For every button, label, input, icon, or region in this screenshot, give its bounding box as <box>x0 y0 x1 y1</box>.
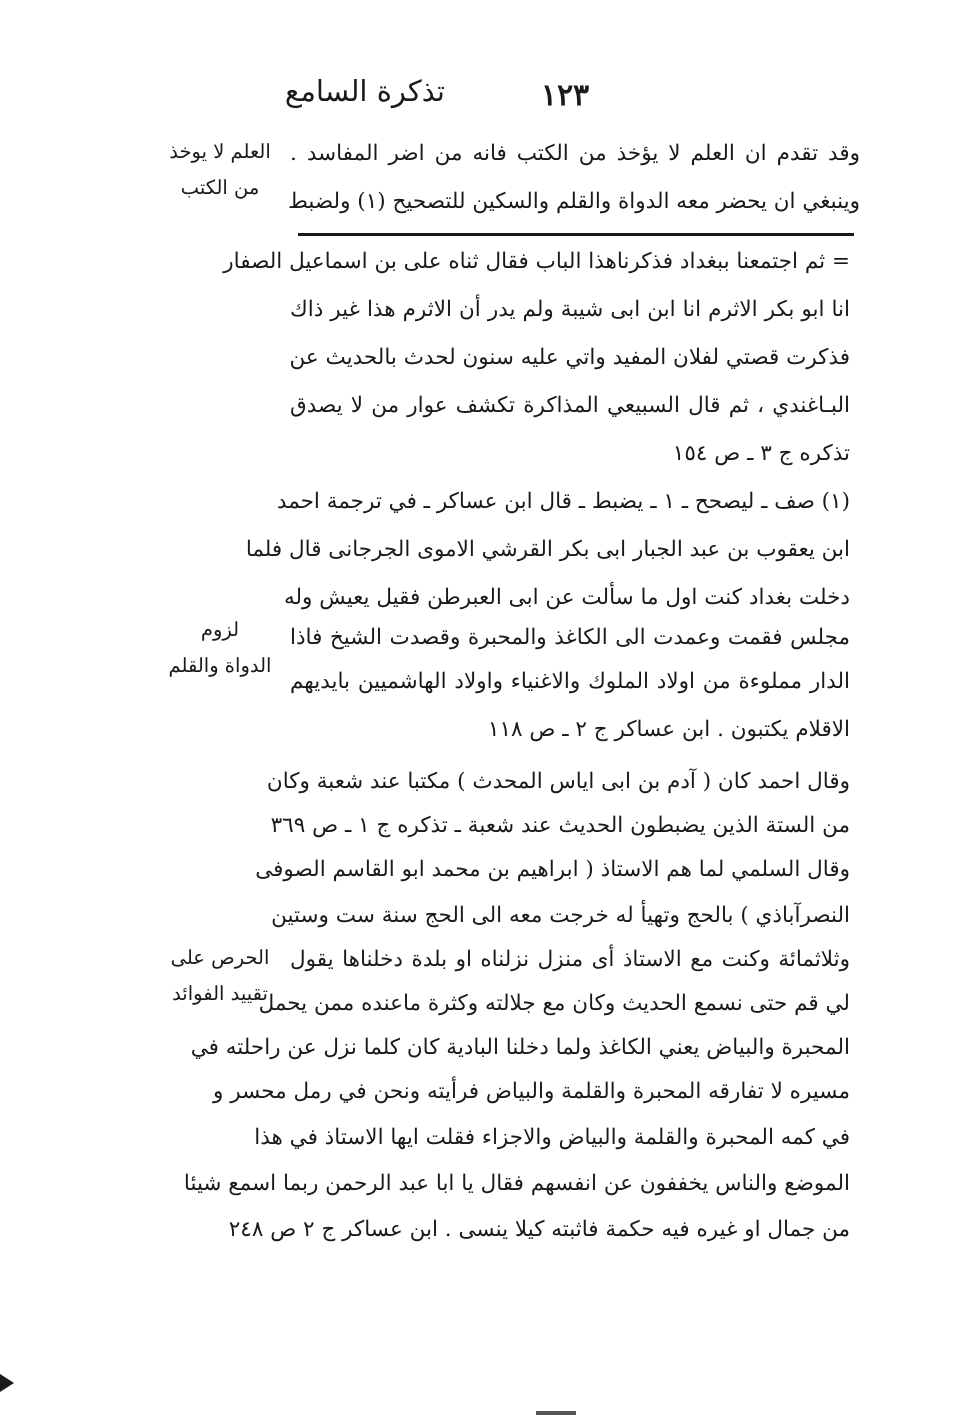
note-line: (١) صف ـ ليصحح ـ ١ ـ يضبط ـ قال ابن عساكر ـ في ترجمة احمد <box>276 489 850 514</box>
margin-note-line: العلم لا يوخذ <box>169 140 271 163</box>
note-line: الدار مملوءة من اولاد الملوك والاغنياء واولاد الهاشميين بايديهم <box>290 669 850 694</box>
note-line: مسيره لا تفارقه المحبرة والقلمة والبياض فرأيته ونحن في رمل محسر و <box>212 1079 850 1104</box>
note-line: المحبرة والبياض يعني الكاغذ ولما دخلنا البادية كان كلما نزل عن راحلته في <box>190 1035 850 1060</box>
note-line: انا ابو بكر الاثرم انا ابن ابى شيبة ولم يدر أن الاثرم هذا غير ذاك <box>290 297 850 322</box>
note-line: النصرآباذي ) بالحج وتهيأ له خرجت معه الى الحج سنة ست وستين <box>271 903 850 928</box>
note-line: تذكره ج ٣ ـ ص ١٥٤ <box>672 441 850 466</box>
margin-note-line: لزوم <box>200 618 240 641</box>
page-number: ١٢٣ <box>540 78 590 113</box>
margin-note-inkwell-and-pen <box>160 612 280 684</box>
note-line: وثلاثمائة وكنت مع الاستاذ أى منزل نزلناه او بلدة دخلناها يقول <box>290 947 851 972</box>
note-line: الموضع والناس يخففون عن انفسهم فقال يا ابا عبد الرحمن ربما اسمع شيئا <box>183 1171 850 1196</box>
page-corner-mark <box>0 1374 14 1392</box>
margin-note-line: الحرص على <box>170 946 270 969</box>
note-line: وقال احمد كان ( آدم بن ابى اياس المحدث ) مكتبا عند شعبة وكان <box>266 769 850 794</box>
margin-note-line: الدواة والقلم <box>168 654 272 677</box>
main-text-line: وينبغي ان يحضر معه الدواة والقلم والسكين للتصحيح (١) ولضبط <box>287 189 860 214</box>
note-line: البـاغندي ، ثم قال السبيعي المذاكرة تكشف عوار من لا يصدق <box>290 393 850 418</box>
note-line: لي قم حتى نسمع الحديث وكان مع جلالته وكثرة ماعنده ممن يحمل <box>258 991 850 1016</box>
note-line: من الستة الذين يضبطون الحديث عند شعبة ـ تذكره ج ١ ـ ص ٣٦٩ <box>270 813 850 838</box>
note-line: من جمال او غيره فيه حكمة فاثبته كيلا ينسى . ابن عساكر ج ٢ ص ٢٤٨ <box>228 1217 850 1242</box>
running-title: تذكرة السامع <box>284 74 445 108</box>
footnote-separator-rule <box>298 233 854 236</box>
margin-note-line: من الكتب <box>180 176 260 199</box>
note-line: مجلس فقمت وعمدت الى الكاغذ والمحبرة وقصدت الشيخ فاذا <box>290 625 850 650</box>
note-line: ابن يعقوب بن عبد الجبار ابى بكر القرشي الاموى الجرجانى قال فلما <box>245 537 850 562</box>
note-line: في كمه المحبرة والقلمة والبياض والاجزاء فقلت ايها الاستاذ في هذا <box>254 1125 850 1150</box>
note-line: دخلت بغداد كنت اول ما سألت عن ابى العبرطن فقيل يعيش وله <box>283 585 850 610</box>
page-bottom-mark <box>536 1411 576 1415</box>
note-line: = ثم اجتمعنا ببغداد فذكرناهذا الباب فقال ثناه على بن اسماعيل الصفار <box>223 249 850 274</box>
note-line: وقال السلمي لما هم الاستاذ ( ابراهيم بن محمد ابو القاسم الصوفى <box>255 857 850 882</box>
note-line: فذكرت قصتي لفلان المفيد واتي عليه سنون لحدث بالحديث عن <box>289 345 850 370</box>
main-text-line: وقد تقدم ان العلم لا يؤخذ من الكتب فانه من اضر المفاسد . <box>290 141 860 166</box>
margin-note-line: تقييد الفوائد <box>172 982 268 1005</box>
note-line: الاقلام يكتبون . ابن عساكر ج ٢ ـ ص ١١٨ <box>487 717 850 742</box>
margin-note-knowledge-from-books <box>160 134 280 206</box>
